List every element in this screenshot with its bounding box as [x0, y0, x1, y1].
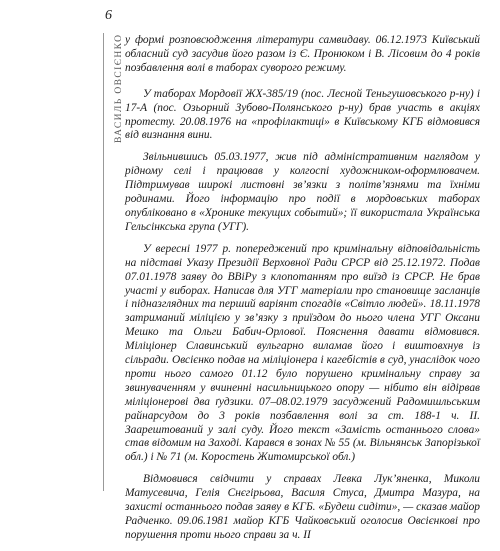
- paragraph: У вересні 1977 р. попереджений про кримінальну відповідальність на підставі Указу Президії Верховної Ради СРСР від 25.12.1972. Подав 07.01.1978 заяву до ВВіРу з клопотанням про виїзд із СРСР. Не брав участі у виборах. Написав для УГГ матеріали про становище засланців і підназглядних та перший варіянт спогадів «Світло людей». 18.11.1978 затриманий міліцією у зв’язку з приїздом до нього члена УГГ Оксани Мешко та Ольги Бабич-Орлової. Пояснення давати відмовився. Міліціонер Славинський вульгарно виламав його і виштовхнув із сільради. Овсієнко подав на міліціонера і кагебістів в суд, унаслідок чого проти нього самого 01.12 було порушено кримінальну справу за звинуваченням у вчиненні насильницького опору — нібито він відірвав міліціонерові два ґудзики. 07–08.02.1979 засуджений Радомишльським райнарсудом до 3 років позбавлення волі за ст. 188-1 ч. II. Заарештований у залі суду. Його текст «Замість останнього слова» став відомим на Заході. Карався в зонах № 55 (м. Вільнянськ Запорізької обл.) і № 71 (м. Коростень Житомирської обл.): [125, 242, 480, 464]
- body-text: [125, 34, 480, 551]
- paragraph: У таборах Мордовії ЖХ-385/19 (пос. Лесной Теньгушовського р-ну) і 17-А (пос. Озьорний Зубово-Полянського р-ну) брав участь в акціях протесту. 20.08.1976 на «профілактиці» в Київському КГБ відмовився від визнання вини.: [125, 87, 480, 142]
- paragraph: Відмовився свідчити у справах Левка Лук’яненка, Миколи Матусевича, Гелія Снєгірьова, Василя Стуса, Дмитра Мазура, на захисті останнього подав заяву в КГБ. «Будеш сидіти», — сказав майор Радченко. 09.06.1981 майор КГБ Чайковський оголосив Овсієнкові про порушення проти нього справи за ч. II: [125, 473, 480, 541]
- paragraph: у формі розповсюдження літератури самвидаву. 06.12.1973 Київський обласний суд засудив його разом із Є. Пронюком і В. Лісовим до 4 років позбавлення волі в таборах суворого режиму.: [125, 34, 480, 74]
- page-number: 6: [105, 8, 112, 23]
- running-head: ВАСИЛЬ ОВСІЄНКО: [114, 34, 124, 144]
- paragraph: Звільнившись 05.03.1977, жив під адміністративним наглядом у рідному селі і працював у колгоспі художником-оформлювачем. Підтримував широкі листовні зв’язки з політв’язнями та їхніми родинами. Його інформацію про події в мордовських таборах опубліковано в «Хронике текущих событий»; її використала Українська Гельсінкська група (УГГ).: [125, 151, 480, 233]
- margin-rule: [103, 33, 104, 491]
